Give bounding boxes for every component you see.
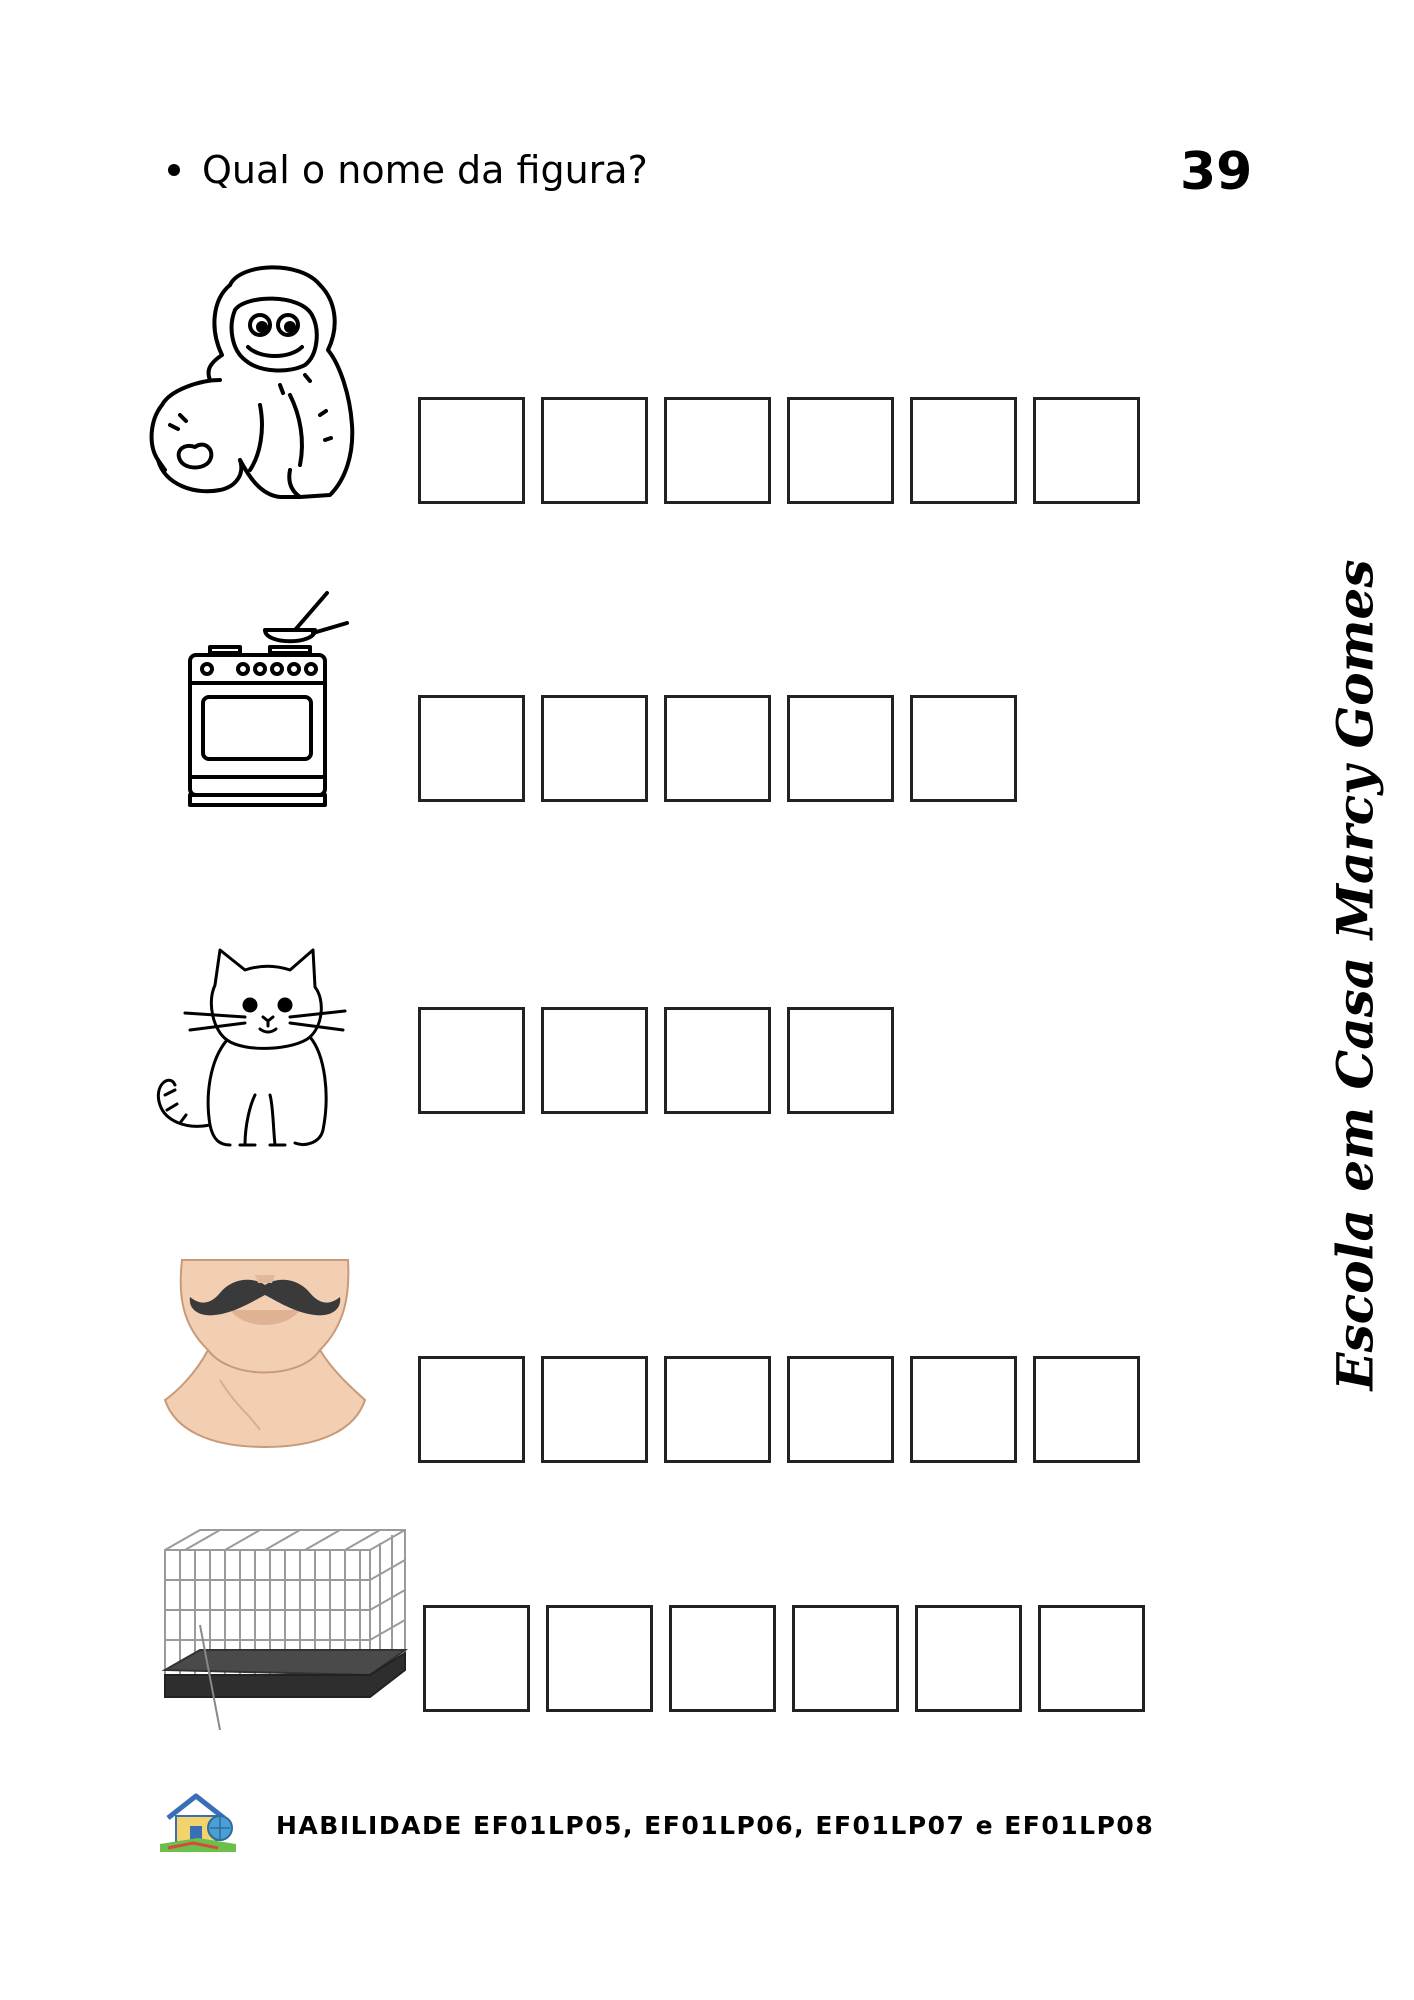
letter-box[interactable] [792, 1605, 899, 1712]
letter-box[interactable] [910, 1356, 1017, 1463]
letter-box[interactable] [664, 695, 771, 802]
letter-box[interactable] [915, 1605, 1022, 1712]
letter-box[interactable] [1033, 1356, 1140, 1463]
letter-box[interactable] [418, 1007, 525, 1114]
gorilla-drawing [140, 255, 380, 510]
answer-boxes-3 [418, 1007, 894, 1114]
letter-box[interactable] [787, 695, 894, 802]
letter-box[interactable] [664, 1007, 771, 1114]
letter-box[interactable] [541, 695, 648, 802]
cage-illustration [160, 1525, 410, 1735]
school-house-logo [158, 1788, 238, 1863]
bullet-icon [168, 164, 180, 176]
letter-box[interactable] [787, 1356, 894, 1463]
letter-box[interactable] [1038, 1605, 1145, 1712]
letter-box[interactable] [418, 695, 525, 802]
letter-box[interactable] [418, 1356, 525, 1463]
skill-codes: HABILIDADE EF01LP05, EF01LP06, EF01LP07 e EF01LP08 [276, 1811, 1155, 1840]
letter-box[interactable] [418, 397, 525, 504]
instruction-line [168, 148, 648, 192]
letter-box[interactable] [910, 695, 1017, 802]
answer-boxes-5 [423, 1605, 1145, 1712]
instruction-text: Qual o nome da figura? [202, 148, 648, 192]
letter-box[interactable] [787, 1007, 894, 1114]
letter-box[interactable] [541, 397, 648, 504]
letter-box[interactable] [541, 1356, 648, 1463]
answer-boxes-1 [418, 397, 1140, 504]
answer-boxes-4 [418, 1356, 1140, 1463]
letter-box[interactable] [546, 1605, 653, 1712]
letter-box[interactable] [664, 397, 771, 504]
mustache-illustration [160, 1255, 370, 1455]
answer-boxes-2 [418, 695, 1017, 802]
letter-box[interactable] [1033, 397, 1140, 504]
letter-box[interactable] [787, 397, 894, 504]
letter-box[interactable] [910, 397, 1017, 504]
letter-box[interactable] [423, 1605, 530, 1712]
page-number: 39 [1180, 142, 1253, 202]
stove-drawing [185, 585, 355, 820]
letter-box[interactable] [541, 1007, 648, 1114]
letter-box[interactable] [664, 1356, 771, 1463]
footer [158, 1788, 1154, 1863]
cat-drawing [145, 945, 355, 1160]
side-label: Escola em Casa Marcy Gomes [1325, 559, 1385, 1391]
letter-box[interactable] [669, 1605, 776, 1712]
